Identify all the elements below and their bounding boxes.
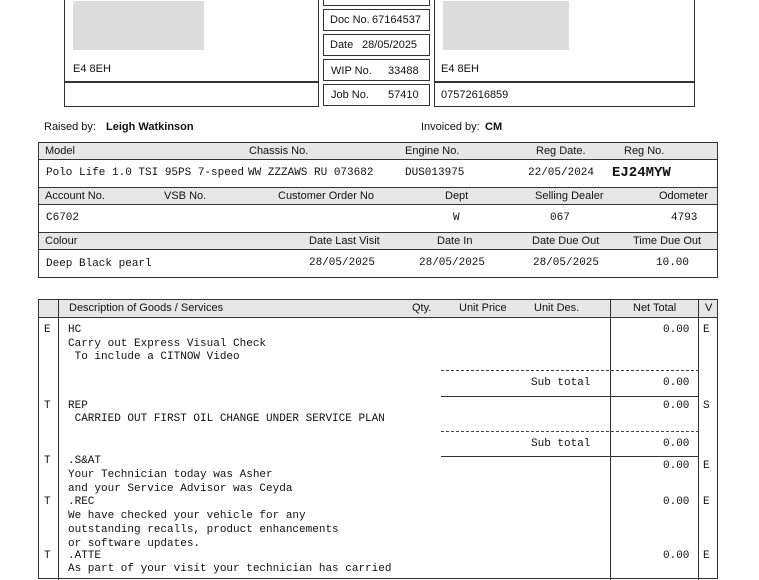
due-out-value: 28/05/2025 [533,257,600,269]
item-line: Carry out Express Visual Check [68,338,267,350]
date-value: 28/05/2025 [362,39,418,51]
item-line: To include a CITNOW Video [68,351,240,363]
phone-box [434,82,695,107]
item-line: or software updates. [68,538,201,550]
doc-info-top-stub [323,0,430,6]
customer-postcode: E4 8EH [73,63,111,75]
item-line: CARRIED OUT FIRST OIL CHANGE UNDER SERVICE PLAN [68,413,385,425]
item-line: Your Technician today was Asher [68,469,273,481]
item-title: REP [68,400,88,412]
date-label: Date [330,39,354,51]
item-line: We have checked your vehicle for any [68,510,306,522]
unit-des-header: Unit Des. [534,302,580,314]
wip-value: 33488 [388,65,419,77]
invoiced-by-name: CM [485,121,503,133]
job-label: Job No. [331,89,369,101]
item-code: T [44,455,51,467]
item-vat: S [703,400,710,412]
item-line: outstanding recalls, product enhancements [68,524,339,536]
time-due-header: Time Due Out [633,235,702,247]
subtotal-value: 0.00 [663,438,690,450]
time-due-value: 10.00 [656,257,690,269]
qty-header: Qty. [412,302,432,314]
item-line: and your Service Advisor was Ceyda [68,483,293,495]
item-title: HC [68,324,82,336]
wip-box [323,59,430,81]
account-value: C6702 [46,212,80,224]
date-box [323,34,430,56]
wip-label: WIP No. [331,65,372,77]
invoiced-by-label: Invoiced by: [421,121,480,133]
item-title: .REC [68,496,95,508]
account-header-row [39,188,717,204]
vehicle-info-block [38,142,718,278]
engine-header: Engine No. [405,145,460,157]
reg-no-value: EJ24MYW [612,165,671,181]
phone-number: 07572616859 [441,89,509,101]
last-visit-value: 28/05/2025 [309,257,376,269]
item-net: 0.00 [663,550,690,562]
job-box [323,84,430,106]
reg-no-header: Reg No. [624,145,665,157]
item-code: E [44,324,51,336]
colour-value: Deep Black pearl [46,258,152,270]
item-code: T [44,400,51,412]
date-in-header: Date In [437,235,473,247]
item-title: .S&AT [68,455,102,467]
subtotal-value: 0.00 [663,377,690,389]
raised-by-label: Raised by: [44,121,96,133]
account-header: Account No. [45,190,105,202]
selling-dealer-value: 067 [550,212,570,224]
customer-extra-box [64,82,319,107]
doc-no-label: Doc No. [330,14,370,26]
item-code: T [44,496,51,508]
doc-no-box [323,9,430,31]
item-net: 0.00 [663,324,690,336]
customer-order-header: Customer Order No [278,190,374,202]
doc-no-value: 67164537 [372,14,421,26]
item-net: 0.00 [663,460,690,472]
subtotal-label: Sub total [531,377,591,389]
description-header: Description of Goods / Services [69,302,224,314]
items-table [38,299,718,579]
chassis-value: WW ZZZAWS RU 073682 [248,167,374,179]
item-vat: E [703,550,710,562]
item-vat: E [703,496,710,508]
date-in-value: 28/05/2025 [419,257,486,269]
net-total-header: Net Total [633,302,677,314]
item-vat: E [703,460,710,472]
job-value: 57410 [388,89,419,101]
item-vat: E [703,324,710,336]
model-header: Model [45,145,75,157]
model-value: Polo Life 1.0 TSI 95PS 7-speed [46,167,245,179]
colour-header: Colour [45,235,78,247]
item-line: As part of your visit your technician has carried [68,563,392,575]
reg-date-value: 22/05/2024 [528,167,595,179]
unit-price-header: Unit Price [459,302,507,314]
subtotal-label: Sub total [531,438,591,450]
odometer-value: 4793 [671,212,698,224]
selling-dealer-header: Selling Dealer [535,190,604,202]
item-net: 0.00 [663,400,690,412]
reg-date-header: Reg Date. [536,145,586,157]
address-redacted-block [443,1,569,50]
item-net: 0.00 [663,496,690,508]
due-out-header: Date Due Out [532,235,600,247]
odometer-header: Odometer [659,190,708,202]
raised-by-name: Leigh Watkinson [106,121,194,133]
engine-value: DUS013975 [405,167,465,179]
vat-header: V [705,302,713,314]
dept-header: Dept [445,190,469,202]
customer-address-box [64,0,319,82]
delivery-postcode: E4 8EH [441,63,479,75]
delivery-address-box [434,0,695,82]
vehicle-header-row [39,143,717,159]
item-title: .ATTE [68,550,102,562]
address-redacted-block [73,1,204,50]
item-code: T [44,550,51,562]
last-visit-header: Date Last Visit [309,235,380,247]
dept-value: W [453,212,460,224]
vsb-header: VSB No. [164,190,207,202]
chassis-header: Chassis No. [249,145,309,157]
